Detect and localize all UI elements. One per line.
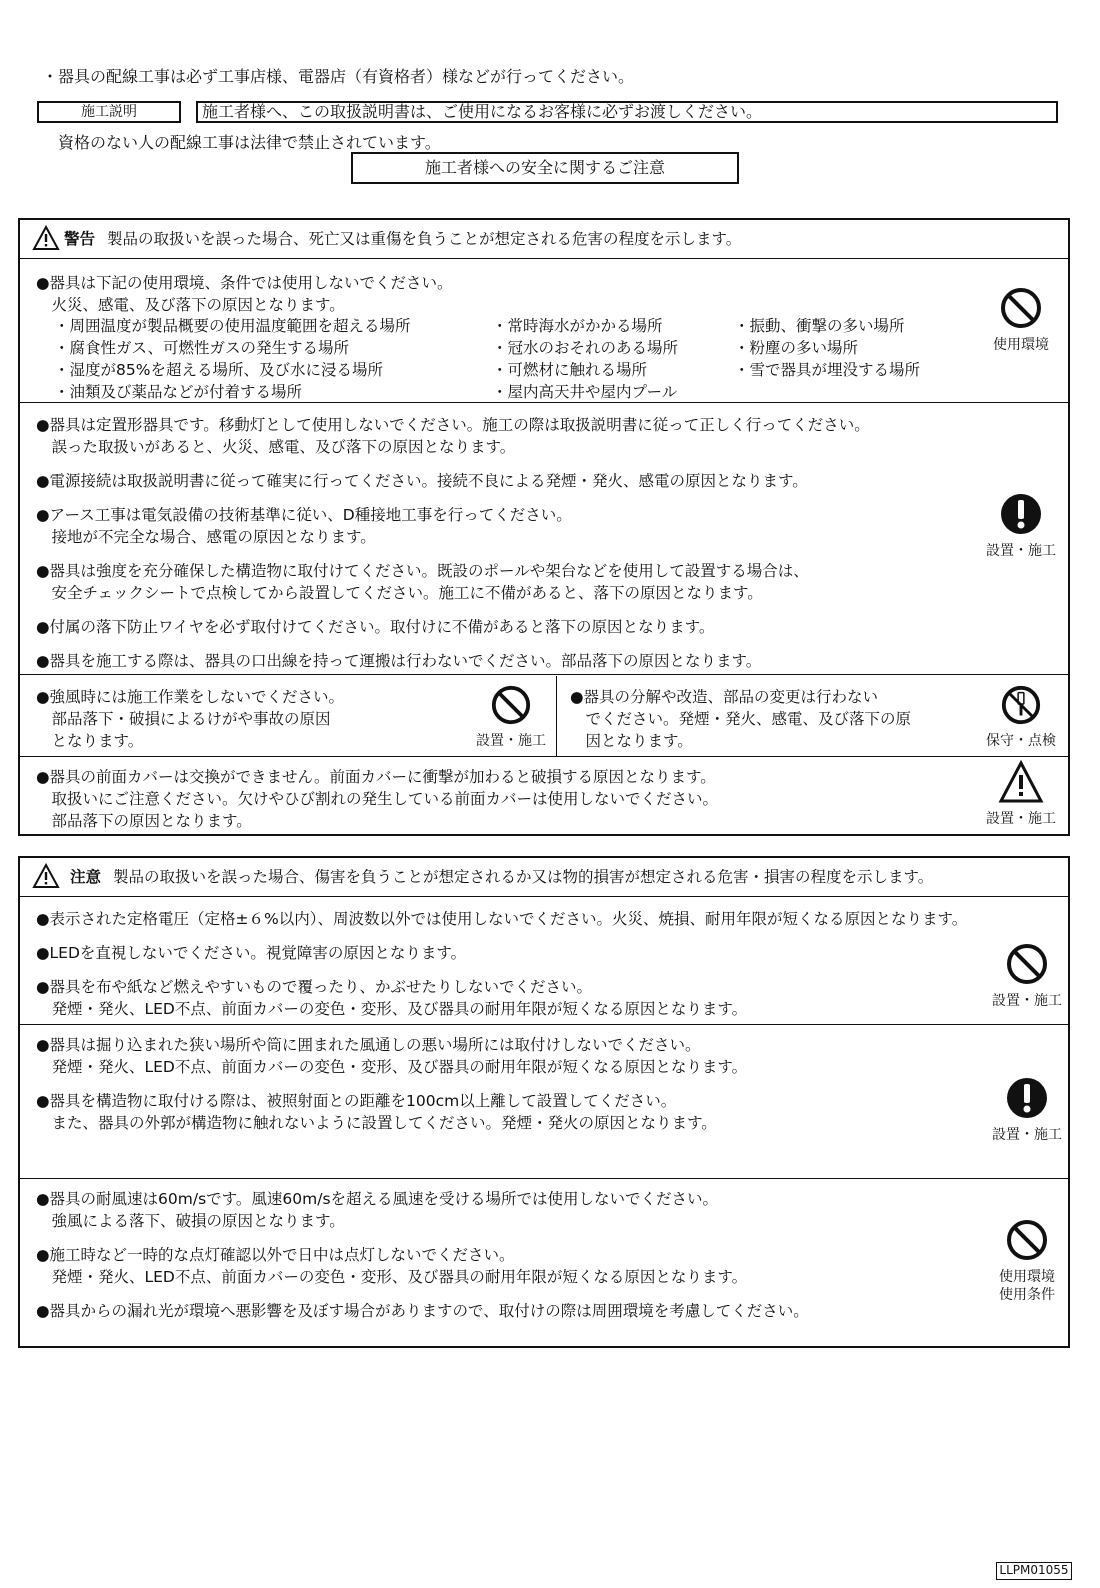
warning-description: 製品の取扱いを誤った場合、死亡又は重傷を負うことが想定される危害の程度を示します。	[107, 230, 742, 248]
caution-r2-line: ●器具を構造物に取付ける際は、被照射面との距離を100cm以上離して設置してください。	[36, 1092, 677, 1110]
caution-header-triangle-icon	[32, 863, 60, 889]
split-divider	[556, 676, 557, 756]
env-item: ・油類及び薬品などが付着する場所	[54, 383, 303, 401]
caution-r1-icon-block	[984, 942, 1070, 1010]
safety-title: 施工者様への安全に関するご注意	[351, 152, 739, 184]
no-disassembly-icon	[1000, 684, 1042, 726]
env-item: ・振動、衝撃の多い場所	[734, 317, 905, 335]
disassembly-line: 因となります。	[570, 732, 693, 750]
document-code: LLPM01055	[996, 1562, 1072, 1580]
setup-line: ●器具は強度を充分確保した構造物に取付けてください。既設のポールや架台などを使用して設置する場合は、	[36, 562, 809, 580]
warning-row-environment	[20, 260, 1068, 403]
env-item: ・雪で器具が埋没する場所	[734, 361, 921, 379]
strong-wind-icon-label: 設置・施工	[476, 733, 546, 749]
setup-line: ●器具は定置形器具です。移動灯として使用しないでください。施工の際は取扱説明書に従って正しく行ってください。	[36, 416, 870, 434]
caution-row-1	[20, 898, 1068, 1025]
caution-r3-icon-label-2: 使用条件	[999, 1287, 1055, 1303]
prohibition-icon	[1005, 942, 1049, 986]
warning-row-setup	[20, 404, 1068, 675]
setup-icon-block	[978, 492, 1064, 560]
env-icon-block	[978, 286, 1064, 354]
disassembly-line: でください。発煙・発火、感電、及び落下の原	[570, 710, 912, 728]
warning-header	[20, 220, 1068, 259]
wiring-notice-line-1: ・器具の配線工事は必ず工事店様、電器店（有資格者）様などが行ってください。	[42, 67, 635, 86]
caution-r3-icon-block	[984, 1218, 1070, 1304]
disassembly-icon-block	[978, 684, 1064, 750]
warning-row-cover	[20, 758, 1068, 834]
setup-icon-label: 設置・施工	[986, 543, 1056, 559]
caution-r2-icon-block	[984, 1076, 1070, 1144]
cover-line: 取扱いにご注意ください。欠けやひび割れの発生している前面カバーは使用しないでください。	[36, 790, 719, 808]
caution-r1-icon-label: 設置・施工	[992, 993, 1062, 1009]
wiring-notice-line-2: 資格のない人の配線工事は法律で禁止されています。	[42, 133, 441, 152]
prohibition-icon	[490, 684, 532, 726]
cover-line: ●器具の前面カバーは交換ができません。前面カバーに衝撃が加わると破損する原因となります。	[36, 768, 716, 786]
caution-triangle-icon	[998, 760, 1044, 804]
prohibition-icon	[1005, 1218, 1049, 1262]
cover-icon-block	[978, 760, 1064, 828]
caution-r2-icon-label: 設置・施工	[992, 1127, 1062, 1143]
prohibition-icon	[999, 286, 1043, 330]
caution-r2-line: ●器具は掘り込まれた狭い場所や筒に囲まれた風通しの悪い場所には取付けしないでください。	[36, 1036, 701, 1054]
caution-r1-line: ●器具を布や紙など燃えやすいもので覆ったり、かぶせたりしないでください。	[36, 978, 593, 996]
setup-line: ●電源接続は取扱説明書に従って確実に行ってください。接続不良による発煙・発火、感電の原因となります。	[36, 472, 808, 490]
caution-header	[20, 858, 1068, 897]
setup-line: 安全チェックシートで点検してから設置してください。施工に不備があると、落下の原因となります。	[36, 584, 763, 602]
caution-r3-line: ●器具からの漏れ光が環境へ悪影響を及ぼす場合がありますので、取付けの際は周囲環境を考慮してください。	[36, 1302, 809, 1320]
env-item: ・冠水のおそれのある場所	[492, 339, 679, 357]
caution-table	[18, 856, 1070, 1348]
caution-r1-line: 発煙・発火、LED不点、前面カバーの変色・変形、及び器具の耐用年限が短くなる原因となります。	[36, 1000, 748, 1018]
setup-line: 誤った取扱いがあると、火災、感電、及び落下の原因となります。	[36, 438, 516, 456]
cover-line: 部品落下の原因となります。	[36, 812, 252, 830]
caution-r3-line: 発煙・発火、LED不点、前面カバーの変色・変形、及び器具の耐用年限が短くなる原因となります。	[36, 1268, 748, 1286]
install-message: 施工者様へ、この取扱説明書は、ご使用になるお客様に必ずお渡しください。	[196, 101, 1058, 123]
caution-r2-line: また、器具の外郭が構造物に触れないように設置してください。発煙・発火の原因となります。	[36, 1114, 717, 1132]
caution-r3-line: 強風による落下、破損の原因となります。	[36, 1212, 345, 1230]
warning-table	[18, 218, 1070, 836]
setup-line: ●アース工事は電気設備の技術基準に従い、D種接地工事を行ってください。	[36, 506, 572, 524]
env-line-2: 火災、感電、及び落下の原因となります。	[36, 296, 345, 314]
env-item: ・屋内高天井や屋内プール	[492, 383, 678, 401]
setup-line: 接地が不完全な場合、感電の原因となります。	[36, 528, 376, 546]
strong-wind-icon-block	[468, 684, 554, 750]
env-line-1: ●器具は下記の使用環境、条件では使用しないでください。	[36, 274, 453, 292]
env-item: ・周囲温度が製品概要の使用温度範囲を超える場所	[54, 317, 411, 335]
caution-title: 注意	[70, 868, 102, 886]
disassembly-icon-label: 保守・点検	[986, 733, 1056, 749]
caution-r3-line: ●器具の耐風速は60m/sです。風速60m/sを超える風速を受ける場所では使用しないでください。	[36, 1190, 719, 1208]
env-item: ・湿度が85%を超える場所、及び水に浸る場所	[54, 361, 383, 379]
warning-row-split	[20, 676, 1068, 757]
mandatory-action-icon	[1005, 1076, 1049, 1120]
env-icon-label: 使用環境	[993, 337, 1049, 353]
env-item: ・粉塵の多い場所	[734, 339, 859, 357]
env-item: ・常時海水がかかる場所	[492, 317, 663, 335]
mandatory-action-icon	[999, 492, 1043, 536]
setup-line: ●器具を施工する際は、器具の口出線を持って運搬は行わないでください。部品落下の原因となります。	[36, 652, 762, 670]
env-item: ・腐食性ガス、可燃性ガスの発生する場所	[54, 339, 349, 357]
env-item: ・可燃材に触れる場所	[492, 361, 648, 379]
strong-wind-line: となります。	[36, 732, 144, 750]
caution-row-2	[20, 1026, 1068, 1179]
warning-triangle-icon	[32, 225, 60, 251]
caution-r3-line: ●施工時など一時的な点灯確認以外で日中は点灯しないでください。	[36, 1246, 515, 1264]
warning-title: 警告	[64, 230, 96, 248]
caution-description: 製品の取扱いを誤った場合、傷害を負うことが想定されるか又は物的損害が想定される危害・損害の程度を示します。	[113, 868, 934, 886]
caution-r3-icon-label-1: 使用環境	[999, 1269, 1055, 1285]
caution-row-3	[20, 1180, 1068, 1346]
install-label: 施工説明	[37, 101, 181, 123]
disassembly-line: ●器具の分解や改造、部品の変更は行わない	[570, 688, 879, 706]
cover-icon-label: 設置・施工	[986, 811, 1056, 827]
caution-r1-line: ●LEDを直視しないでください。視覚障害の原因となります。	[36, 944, 467, 962]
strong-wind-line: ●強風時には施工作業をしないでください。	[36, 688, 345, 706]
strong-wind-line: 部品落下・破損によるけがや事故の原因	[36, 710, 331, 728]
caution-r1-line: ●表示された定格電圧（定格±６%以内）、周波数以外では使用しないでください。火災、焼損、耐用年限が短くなる原因となります。	[36, 910, 968, 928]
caution-r2-line: 発煙・発火、LED不点、前面カバーの変色・変形、及び器具の耐用年限が短くなる原因となります。	[36, 1058, 748, 1076]
setup-line: ●付属の落下防止ワイヤを必ず取付けてください。取付けに不備があると落下の原因となります。	[36, 618, 715, 636]
